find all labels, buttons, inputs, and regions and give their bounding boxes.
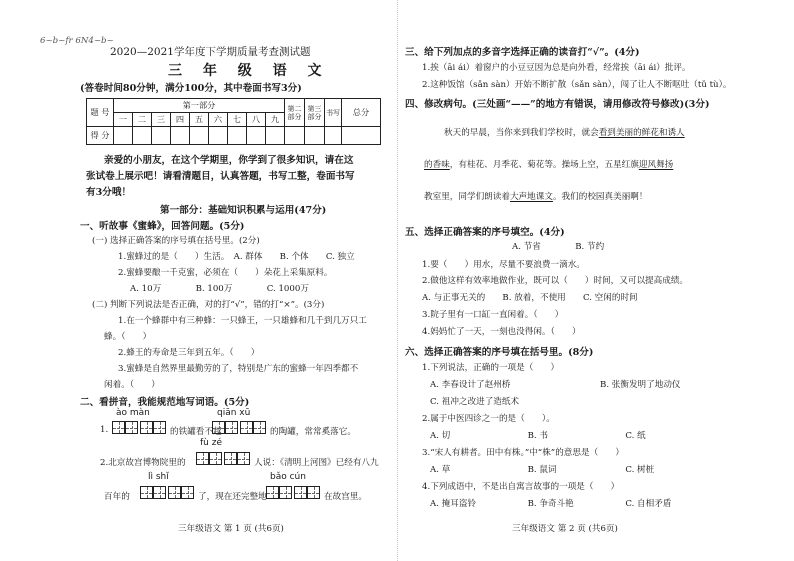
exam-subject: 三 年 级 语 文 [168,63,330,79]
question-3-heading: 三、给下列加点的多音字选择正确的读音打“√”。(4分) [405,47,640,58]
page-1-footer: 三年级语文 第 1 页 (共6页) [178,524,284,534]
char-box[interactable] [253,421,266,434]
pinyin-bao-cun: bǎo cún [270,472,306,482]
char-box[interactable] [140,421,153,434]
question-4-heading: 四、修改病句。(三处画“——”的地方有错误，请用修改符号修改)(3分) [405,99,710,110]
char-box[interactable] [294,486,307,499]
col-header: 二 [133,113,152,127]
question-6-item-3-options: A. 草 B. 鼠词 C. 树桩 [430,465,655,475]
question-1a-item-1: 1.蜜蜂过的是（ ）生活。 A. 群体 B. 个体 C. 独立 [118,252,355,262]
question-1-heading: 一、听故事《蜜蜂》，回答问题。(5分) [80,221,245,232]
question-5-item-1: 1.要（ ）用水，尽量不要浪费一滴水。 [422,260,585,270]
question-3-item-2: 2.这种饭馆（sǎn sàn）开始不断扩散（sǎn sàn），闯了让人不断呕吐（tǔ tù）。 [422,80,732,90]
char-box[interactable] [125,421,138,434]
char-box[interactable] [153,421,166,434]
col-header: 七 [228,113,247,127]
score-cell[interactable] [305,127,325,145]
score-cell[interactable] [209,127,228,145]
q4-text: 。我们的校园真美丽啊！ [552,192,648,202]
char-box[interactable] [140,486,153,499]
score-cell[interactable] [152,127,171,145]
page-divider [397,0,398,561]
question-5-heading: 五、选择正确答案的序号填空。(4分) [405,227,565,238]
question-5-options-2: A. 与正事无关的 B. 放着，不使用 C. 空闲的时间 [422,293,638,303]
col-header: 五 [190,113,209,127]
exam-header: 2020—2021学年度下学期质量考查测试题 [110,46,311,58]
q2-line3-text-b: 了，现在还完整地 [198,492,267,502]
score-cell[interactable] [266,127,285,145]
question-3-item-1: 1.挨（āi ái）着窗户的小豆豆因为总是向外看，经常挨（āi ái）批评。 [422,63,691,73]
q4-error-1-cont[interactable]: 的香味 [424,160,450,170]
question-5-options: A. 节省 B. 节约 [512,242,605,252]
question-1a-item-2: 2.蜜蜂要酿一千克蜜，必须在（ ）朵花上采集原料。 [118,268,333,278]
score-cell[interactable] [171,127,190,145]
col-header: 三 [152,113,171,127]
q2-line3-text-a: 百年的 [104,492,130,502]
question-1b-item-2: 2.蜂王的寿命是三年到五年。（ ） [118,348,260,358]
question-1b-heading: (二) 判断下列说法是否正确，对的打“√”，错的打“×”。(3分) [92,300,325,310]
pinyin-fu-ze: fù zé [200,438,222,448]
question-1b-item-3-cont: 闲着。（ ） [104,380,160,390]
col-header: 一 [114,113,133,127]
char-box[interactable] [112,421,125,434]
question-6-item-4-options: A. 掩耳盗铃 B. 争奇斗艳 C. 自相矛盾 [430,499,672,509]
part1-header: 第一部分 [114,99,285,113]
q4-error-2[interactable]: 迎风舞扬 [638,160,674,170]
question-6-item-1-opt-b: B. 张衡发明了地动仪 [600,380,681,390]
q4-error-3[interactable]: 大声地课文 [509,192,553,202]
q2-line3-text-c: 在故宫里。 [324,492,367,502]
question-1a-heading: (一) 选择正确答案的序号填在括号里。(2分) [92,236,260,246]
intro-line-3: 有3分哦！ [86,187,132,198]
intro-line-2: 张试卷上展示吧！请看清题目，认真答题，书写工整，卷面书写 [86,171,355,182]
question-2-heading: 二、看拼音，我能规范地写词语。(5分) [80,397,250,408]
question-6-item-1: 1.下列说法，正确的一项是（ ） [422,363,560,373]
char-box[interactable] [266,486,279,499]
exam-time-note: (答卷时间80分钟，满分100分，其中卷面书写3分) [80,83,302,94]
row-label-score: 得 分 [87,127,114,145]
question-6-item-2: 2.属于中医四诊之一的是（ ）。 [422,414,555,424]
q4-text: ，有桂花、月季花、菊花等。操场上空，五星红旗 [449,160,639,170]
q4-text: 秋天的早晨，当你来到我们学校时，就会 [444,128,599,138]
question-6-item-1-opt-a: A. 李春设计了赵州桥 [430,380,511,390]
char-box[interactable] [209,452,222,465]
row-label-question: 题 号 [87,99,114,127]
question-6-item-1-opt-c: C. 祖冲之改进了造纸术 [430,397,520,407]
question-6-item-3: 3.“宋人有耕者。田中有株。”中“株”的意思是（ ） [422,448,624,458]
score-cell[interactable] [190,127,209,145]
q4-text: 教室里，同学们朗读着 [424,192,510,202]
q4-para-line2 [424,158,673,170]
score-cell[interactable] [247,127,266,145]
char-box[interactable] [237,452,250,465]
q4-para-line3 [424,190,647,202]
char-box[interactable] [225,421,238,434]
score-cell[interactable] [228,127,247,145]
intro-line-1: 亲爱的小朋友，在这个学期里，你学到了很多知识，请在这 [104,155,354,166]
q2-line1-text-a: 的铁罐看不起 [170,427,222,437]
char-box[interactable] [181,486,194,499]
score-cell[interactable] [133,127,152,145]
col-header: 四 [171,113,190,127]
q2-line2-text-b: 人说：《清明上河图》已经有八九 [254,458,379,468]
char-box[interactable] [212,421,225,434]
handwritten-corner-note: 6~b~fr 6N4~b~ [40,36,114,46]
question-1b-item-1: 1.在一个蜂群中有三种蜂：一只蜂王，一只雄蜂和几千到几万只工 [118,316,367,326]
question-5-item-4: 4.妈妈忙了一天，一刻也没得闲。（ ） [422,327,581,337]
col-header: 九 [266,113,285,127]
q4-para-line1 [444,126,685,138]
score-table [86,98,381,145]
writing-header: 书写 [325,99,342,127]
char-box[interactable] [224,452,237,465]
question-6-item-2-options: A. 切 B. 书 C. 纸 [430,431,646,441]
question-5-item-3: 3.院子里有一口缸一直闲着。（ ） [422,310,564,320]
question-1b-item-3: 3.蜜蜂是自然界里最勤劳的了，特别是广东的蜜蜂一年四季都不 [118,364,359,374]
char-box[interactable] [168,486,181,499]
score-cell[interactable] [342,127,381,145]
pinyin-qian-xu: qiān xū [217,408,251,418]
question-1a-item-2-options: A. 10万 B. 100万 C. 1000万 [130,284,309,294]
col-header: 六 [209,113,228,127]
score-cell[interactable] [285,127,305,145]
pinyin-ao-man: ào màn [116,408,150,418]
score-cell[interactable] [114,127,133,145]
score-cell[interactable] [325,127,342,145]
question-1b-item-1-cont: 蜂。（ ） [104,332,152,342]
part3-header: 第三部分 [305,99,325,127]
char-box[interactable] [196,452,209,465]
question-6-heading: 六、选择正确答案的序号填在括号里。(8分) [405,347,594,358]
part2-header: 第二部分 [285,99,305,127]
part1-heading: 第一部分：基础知识积累与运用(47分) [160,205,327,216]
q2-line1-text-b: 的陶罐，常常奚落它。 [270,427,356,437]
total-header: 总分 [342,99,381,127]
char-box[interactable] [279,486,292,499]
q4-error-1[interactable]: 看到美丽的鲜花和诱人 [598,128,685,138]
col-header: 八 [247,113,266,127]
page-2-footer: 三年级语文 第 2 页 (共6页) [512,524,618,534]
char-box[interactable] [240,421,253,434]
q2-line2-text-a: 2.北京故宫博物院里的 [100,458,186,468]
question-5-item-2: 2.做他这样有效率地做作业，既可以（ ）时间，又可以提高成绩。 [422,276,689,286]
question-6-item-4: 4.下列成语中，不是出自寓言故事的一项是（ ） [422,482,620,492]
q2-line1-num: 1. [100,425,109,435]
pinyin-li-shi: lì shǐ [148,472,169,482]
char-box[interactable] [307,486,320,499]
char-box[interactable] [153,486,166,499]
